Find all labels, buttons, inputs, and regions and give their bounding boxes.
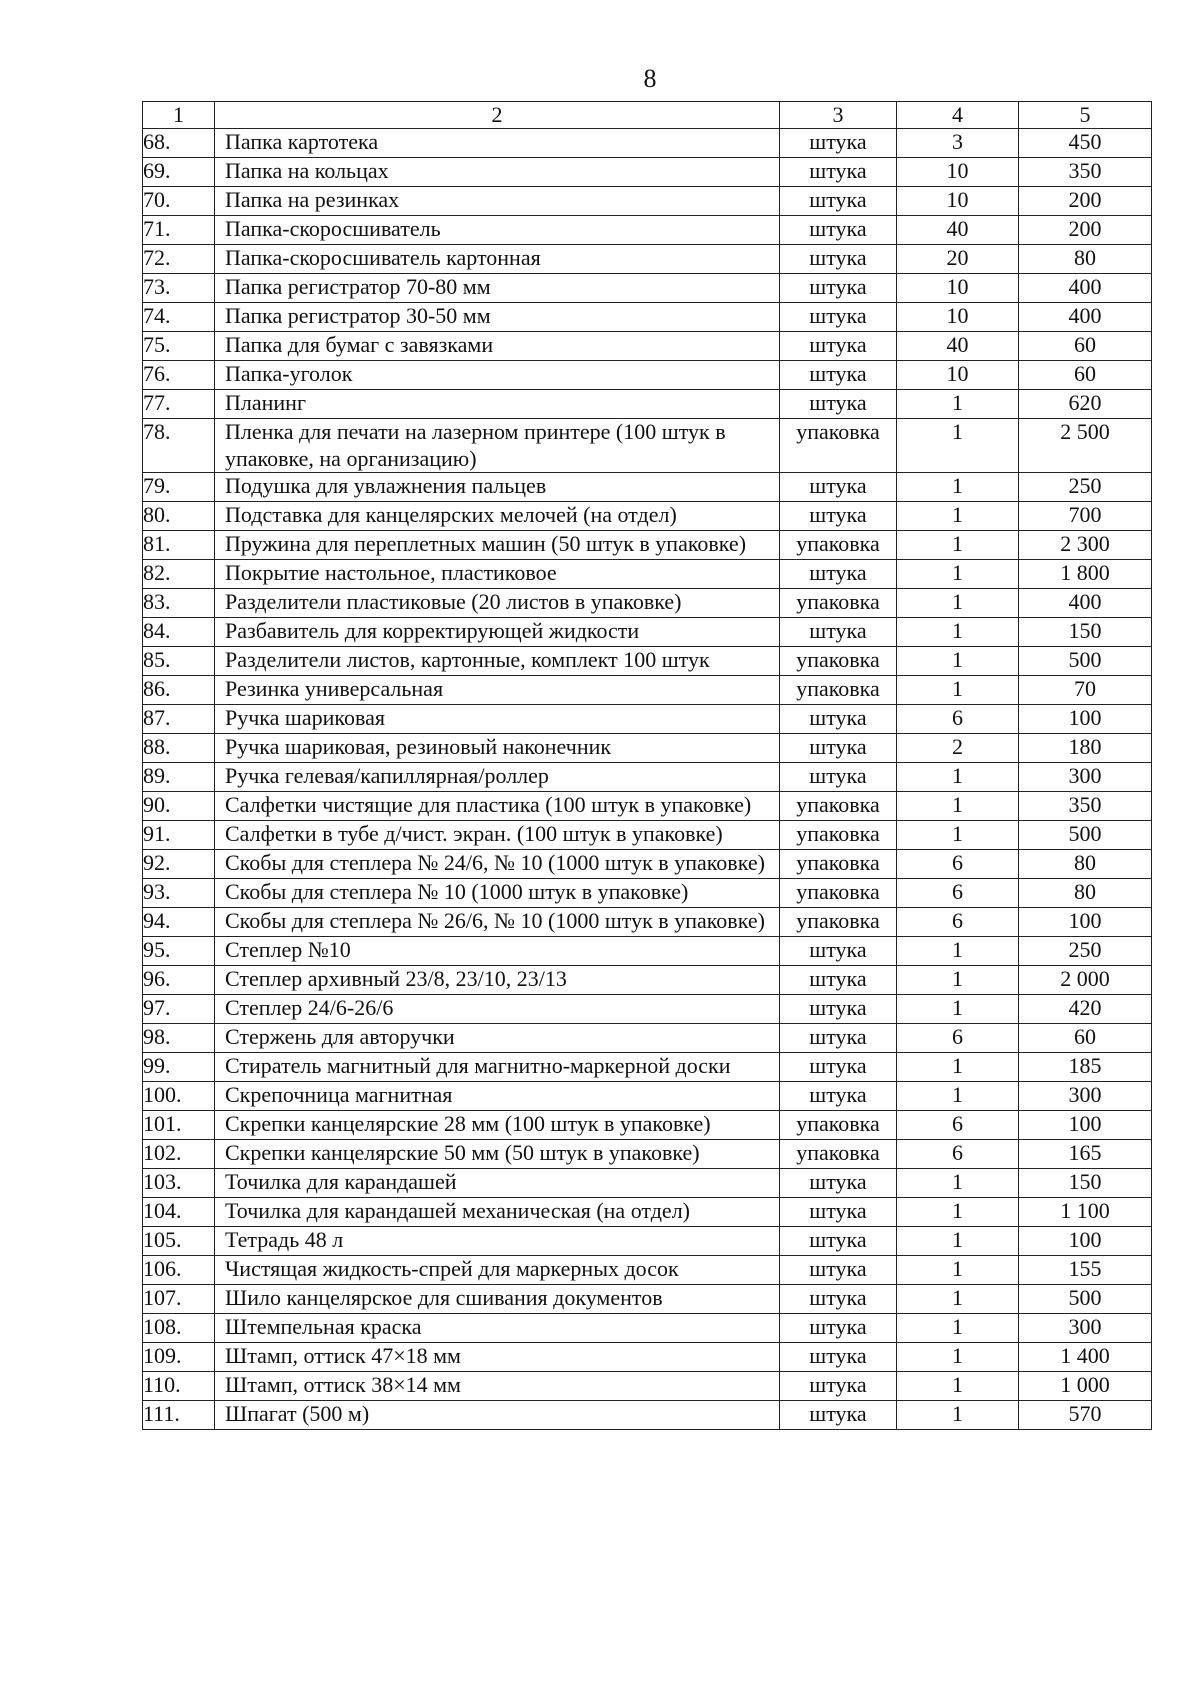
item-price: 500 bbox=[1019, 821, 1152, 850]
item-unit: штука bbox=[780, 332, 897, 361]
item-quantity: 3 bbox=[897, 129, 1019, 158]
table-row bbox=[143, 1198, 1152, 1227]
table-row bbox=[143, 705, 1152, 734]
item-quantity: 1 bbox=[897, 589, 1019, 618]
item-quantity: 40 bbox=[897, 216, 1019, 245]
table-row bbox=[143, 763, 1152, 792]
table-row bbox=[143, 1140, 1152, 1169]
item-unit: упаковка bbox=[780, 647, 897, 676]
table-row bbox=[143, 129, 1152, 158]
item-price: 165 bbox=[1019, 1140, 1152, 1169]
item-price: 400 bbox=[1019, 274, 1152, 303]
item-unit: штука bbox=[780, 1285, 897, 1314]
row-number: 108. bbox=[143, 1314, 215, 1343]
item-quantity: 10 bbox=[897, 303, 1019, 332]
row-number: 73. bbox=[143, 274, 215, 303]
item-price: 300 bbox=[1019, 1082, 1152, 1111]
table-row bbox=[143, 187, 1152, 216]
item-name: Стержень для авторучки bbox=[215, 1024, 780, 1053]
item-unit: штука bbox=[780, 1227, 897, 1256]
item-name: Салфетки в тубе д/чист. экран. (100 штук в упаковке) bbox=[215, 821, 780, 850]
row-number: 98. bbox=[143, 1024, 215, 1053]
item-quantity: 6 bbox=[897, 1140, 1019, 1169]
item-name: Скрепочница магнитная bbox=[215, 1082, 780, 1111]
table-row bbox=[143, 1024, 1152, 1053]
item-name: Папка-уголок bbox=[215, 361, 780, 390]
item-unit: штука bbox=[780, 560, 897, 589]
item-unit: штука bbox=[780, 705, 897, 734]
item-price: 700 bbox=[1019, 502, 1152, 531]
item-name: Штамп, оттиск 38×14 мм bbox=[215, 1372, 780, 1401]
row-number: 79. bbox=[143, 473, 215, 502]
table-row bbox=[143, 158, 1152, 187]
item-quantity: 1 bbox=[897, 821, 1019, 850]
item-quantity: 1 bbox=[897, 1401, 1019, 1430]
item-unit: упаковка bbox=[780, 1140, 897, 1169]
table-row bbox=[143, 502, 1152, 531]
row-number: 106. bbox=[143, 1256, 215, 1285]
item-price: 2 000 bbox=[1019, 966, 1152, 995]
item-price: 200 bbox=[1019, 216, 1152, 245]
item-name: Шпагат (500 м) bbox=[215, 1401, 780, 1430]
item-quantity: 1 bbox=[897, 966, 1019, 995]
item-quantity: 1 bbox=[897, 502, 1019, 531]
row-number: 69. bbox=[143, 158, 215, 187]
item-price: 60 bbox=[1019, 361, 1152, 390]
item-name: Тетрадь 48 л bbox=[215, 1227, 780, 1256]
item-price: 100 bbox=[1019, 908, 1152, 937]
item-quantity: 6 bbox=[897, 705, 1019, 734]
item-quantity: 6 bbox=[897, 1111, 1019, 1140]
item-price: 2 300 bbox=[1019, 531, 1152, 560]
item-quantity: 6 bbox=[897, 850, 1019, 879]
header-col-1: 1 bbox=[143, 102, 215, 129]
item-price: 420 bbox=[1019, 995, 1152, 1024]
item-price: 620 bbox=[1019, 390, 1152, 419]
item-quantity: 6 bbox=[897, 908, 1019, 937]
item-quantity: 1 bbox=[897, 1169, 1019, 1198]
table-row bbox=[143, 1314, 1152, 1343]
row-number: 94. bbox=[143, 908, 215, 937]
item-price: 1 400 bbox=[1019, 1343, 1152, 1372]
item-quantity: 10 bbox=[897, 274, 1019, 303]
table-row bbox=[143, 419, 1152, 473]
item-quantity: 1 bbox=[897, 995, 1019, 1024]
item-name: Степлер №10 bbox=[215, 937, 780, 966]
row-number: 78. bbox=[143, 419, 215, 473]
item-unit: штука bbox=[780, 734, 897, 763]
row-number: 68. bbox=[143, 129, 215, 158]
row-number: 71. bbox=[143, 216, 215, 245]
item-name: Скобы для степлера № 26/6, № 10 (1000 штук в упаковке) bbox=[215, 908, 780, 937]
item-quantity: 6 bbox=[897, 1024, 1019, 1053]
item-price: 570 bbox=[1019, 1401, 1152, 1430]
item-unit: штука bbox=[780, 1053, 897, 1082]
item-name: Ручка шариковая, резиновый наконечник bbox=[215, 734, 780, 763]
row-number: 77. bbox=[143, 390, 215, 419]
item-price: 250 bbox=[1019, 473, 1152, 502]
row-number: 88. bbox=[143, 734, 215, 763]
row-number: 93. bbox=[143, 879, 215, 908]
item-name: Разделители пластиковые (20 листов в упаковке) bbox=[215, 589, 780, 618]
item-unit: штука bbox=[780, 937, 897, 966]
item-name: Папка для бумаг с завязками bbox=[215, 332, 780, 361]
item-name: Штамп, оттиск 47×18 мм bbox=[215, 1343, 780, 1372]
item-name: Стиратель магнитный для магнитно-маркерной доски bbox=[215, 1053, 780, 1082]
item-unit: штука bbox=[780, 129, 897, 158]
table-row bbox=[143, 560, 1152, 589]
item-name: Разделители листов, картонные, комплект 100 штук bbox=[215, 647, 780, 676]
table-row bbox=[143, 473, 1152, 502]
item-unit: штука bbox=[780, 303, 897, 332]
row-number: 102. bbox=[143, 1140, 215, 1169]
item-unit: штука bbox=[780, 763, 897, 792]
item-quantity: 10 bbox=[897, 187, 1019, 216]
item-unit: штука bbox=[780, 1024, 897, 1053]
row-number: 95. bbox=[143, 937, 215, 966]
item-quantity: 1 bbox=[897, 1285, 1019, 1314]
item-unit: упаковка bbox=[780, 1111, 897, 1140]
item-unit: штука bbox=[780, 1314, 897, 1343]
row-number: 72. bbox=[143, 245, 215, 274]
table-row bbox=[143, 879, 1152, 908]
item-name: Папка регистратор 70-80 мм bbox=[215, 274, 780, 303]
item-name: Папка-скоросшиватель картонная bbox=[215, 245, 780, 274]
item-name: Пленка для печати на лазерном принтере (100 штук в упаковке, на организацию) bbox=[215, 419, 780, 473]
table-row bbox=[143, 792, 1152, 821]
table-body bbox=[143, 129, 1152, 1430]
table-row bbox=[143, 1256, 1152, 1285]
item-name: Степлер архивный 23/8, 23/10, 23/13 bbox=[215, 966, 780, 995]
item-name: Ручка шариковая bbox=[215, 705, 780, 734]
item-unit: упаковка bbox=[780, 821, 897, 850]
table-row bbox=[143, 1343, 1152, 1372]
row-number: 107. bbox=[143, 1285, 215, 1314]
item-name: Ручка гелевая/капиллярная/роллер bbox=[215, 763, 780, 792]
table-row bbox=[143, 1401, 1152, 1430]
item-name: Штемпельная краска bbox=[215, 1314, 780, 1343]
row-number: 81. bbox=[143, 531, 215, 560]
row-number: 85. bbox=[143, 647, 215, 676]
table-row bbox=[143, 908, 1152, 937]
item-quantity: 1 bbox=[897, 676, 1019, 705]
table-row bbox=[143, 274, 1152, 303]
table-row bbox=[143, 1082, 1152, 1111]
table-row bbox=[143, 303, 1152, 332]
table-row bbox=[143, 647, 1152, 676]
row-number: 103. bbox=[143, 1169, 215, 1198]
item-quantity: 40 bbox=[897, 332, 1019, 361]
item-name: Разбавитель для корректирующей жидкости bbox=[215, 618, 780, 647]
row-number: 92. bbox=[143, 850, 215, 879]
row-number: 105. bbox=[143, 1227, 215, 1256]
item-price: 300 bbox=[1019, 763, 1152, 792]
item-name: Степлер 24/6-26/6 bbox=[215, 995, 780, 1024]
item-unit: штука bbox=[780, 618, 897, 647]
item-price: 100 bbox=[1019, 705, 1152, 734]
item-name: Папка картотека bbox=[215, 129, 780, 158]
row-number: 89. bbox=[143, 763, 215, 792]
item-name: Папка регистратор 30-50 мм bbox=[215, 303, 780, 332]
row-number: 96. bbox=[143, 966, 215, 995]
item-price: 250 bbox=[1019, 937, 1152, 966]
table-row bbox=[143, 1053, 1152, 1082]
item-price: 400 bbox=[1019, 589, 1152, 618]
item-price: 500 bbox=[1019, 647, 1152, 676]
item-quantity: 1 bbox=[897, 618, 1019, 647]
table-row bbox=[143, 361, 1152, 390]
item-quantity: 20 bbox=[897, 245, 1019, 274]
item-name: Скобы для степлера № 24/6, № 10 (1000 штук в упаковке) bbox=[215, 850, 780, 879]
header-col-2: 2 bbox=[215, 102, 780, 129]
table-row bbox=[143, 1285, 1152, 1314]
item-quantity: 1 bbox=[897, 1053, 1019, 1082]
row-number: 75. bbox=[143, 332, 215, 361]
item-quantity: 1 bbox=[897, 390, 1019, 419]
item-name: Скрепки канцелярские 50 мм (50 штук в упаковке) bbox=[215, 1140, 780, 1169]
item-unit: штука bbox=[780, 1343, 897, 1372]
item-price: 180 bbox=[1019, 734, 1152, 763]
item-quantity: 1 bbox=[897, 531, 1019, 560]
table-row bbox=[143, 966, 1152, 995]
item-quantity: 10 bbox=[897, 158, 1019, 187]
table-row bbox=[143, 1227, 1152, 1256]
table-row bbox=[143, 995, 1152, 1024]
item-unit: штука bbox=[780, 1198, 897, 1227]
item-name: Подушка для увлажнения пальцев bbox=[215, 473, 780, 502]
item-price: 1 000 bbox=[1019, 1372, 1152, 1401]
table-header-row bbox=[143, 102, 1152, 129]
item-price: 80 bbox=[1019, 850, 1152, 879]
item-price: 70 bbox=[1019, 676, 1152, 705]
row-number: 70. bbox=[143, 187, 215, 216]
item-quantity: 1 bbox=[897, 1256, 1019, 1285]
row-number: 80. bbox=[143, 502, 215, 531]
item-name: Подставка для канцелярских мелочей (на отдел) bbox=[215, 502, 780, 531]
item-quantity: 1 bbox=[897, 792, 1019, 821]
item-name: Скобы для степлера № 10 (1000 штук в упаковке) bbox=[215, 879, 780, 908]
row-number: 90. bbox=[143, 792, 215, 821]
item-price: 450 bbox=[1019, 129, 1152, 158]
item-name: Пружина для переплетных машин (50 штук в упаковке) bbox=[215, 531, 780, 560]
row-number: 86. bbox=[143, 676, 215, 705]
item-quantity: 1 bbox=[897, 1227, 1019, 1256]
table-row bbox=[143, 850, 1152, 879]
item-name: Скрепки канцелярские 28 мм (100 штук в упаковке) bbox=[215, 1111, 780, 1140]
item-price: 100 bbox=[1019, 1111, 1152, 1140]
item-quantity: 10 bbox=[897, 361, 1019, 390]
row-number: 91. bbox=[143, 821, 215, 850]
row-number: 83. bbox=[143, 589, 215, 618]
item-unit: штука bbox=[780, 187, 897, 216]
item-price: 60 bbox=[1019, 1024, 1152, 1053]
item-price: 2 500 bbox=[1019, 419, 1152, 473]
row-number: 110. bbox=[143, 1372, 215, 1401]
item-name: Салфетки чистящие для пластика (100 штук в упаковке) bbox=[215, 792, 780, 821]
item-unit: штука bbox=[780, 274, 897, 303]
item-unit: штука bbox=[780, 1401, 897, 1430]
item-price: 150 bbox=[1019, 1169, 1152, 1198]
item-unit: упаковка bbox=[780, 419, 897, 473]
item-unit: штука bbox=[780, 216, 897, 245]
item-unit: штука bbox=[780, 502, 897, 531]
item-price: 500 bbox=[1019, 1285, 1152, 1314]
item-price: 80 bbox=[1019, 879, 1152, 908]
item-unit: упаковка bbox=[780, 792, 897, 821]
item-unit: упаковка bbox=[780, 908, 897, 937]
table-row bbox=[143, 1169, 1152, 1198]
item-name: Точилка для карандашей механическая (на отдел) bbox=[215, 1198, 780, 1227]
item-price: 350 bbox=[1019, 792, 1152, 821]
item-quantity: 6 bbox=[897, 879, 1019, 908]
item-price: 155 bbox=[1019, 1256, 1152, 1285]
item-unit: штука bbox=[780, 245, 897, 274]
item-unit: упаковка bbox=[780, 589, 897, 618]
supplies-table bbox=[142, 101, 1152, 1430]
item-name: Шило канцелярское для сшивания документов bbox=[215, 1285, 780, 1314]
row-number: 104. bbox=[143, 1198, 215, 1227]
table-row bbox=[143, 390, 1152, 419]
item-name: Резинка универсальная bbox=[215, 676, 780, 705]
item-unit: штука bbox=[780, 361, 897, 390]
row-number: 111. bbox=[143, 1401, 215, 1430]
page-number: 8 bbox=[643, 64, 657, 93]
item-quantity: 1 bbox=[897, 647, 1019, 676]
item-unit: штука bbox=[780, 473, 897, 502]
row-number: 76. bbox=[143, 361, 215, 390]
item-price: 80 bbox=[1019, 245, 1152, 274]
item-quantity: 1 bbox=[897, 937, 1019, 966]
item-unit: упаковка bbox=[780, 531, 897, 560]
item-price: 1 800 bbox=[1019, 560, 1152, 589]
item-unit: штука bbox=[780, 158, 897, 187]
table-row bbox=[143, 734, 1152, 763]
row-number: 101. bbox=[143, 1111, 215, 1140]
item-name: Покрытие настольное, пластиковое bbox=[215, 560, 780, 589]
item-name: Папка-скоросшиватель bbox=[215, 216, 780, 245]
item-quantity: 1 bbox=[897, 1198, 1019, 1227]
item-name: Папка на резинках bbox=[215, 187, 780, 216]
item-quantity: 2 bbox=[897, 734, 1019, 763]
item-price: 100 bbox=[1019, 1227, 1152, 1256]
row-number: 87. bbox=[143, 705, 215, 734]
supplies-table-container bbox=[142, 101, 1151, 1430]
table-row bbox=[143, 676, 1152, 705]
table-row bbox=[143, 1372, 1152, 1401]
item-unit: штука bbox=[780, 966, 897, 995]
item-price: 1 100 bbox=[1019, 1198, 1152, 1227]
table-row bbox=[143, 937, 1152, 966]
item-quantity: 1 bbox=[897, 560, 1019, 589]
row-number: 100. bbox=[143, 1082, 215, 1111]
table-row bbox=[143, 531, 1152, 560]
item-price: 400 bbox=[1019, 303, 1152, 332]
item-unit: упаковка bbox=[780, 879, 897, 908]
item-unit: упаковка bbox=[780, 676, 897, 705]
item-quantity: 1 bbox=[897, 1343, 1019, 1372]
table-row bbox=[143, 821, 1152, 850]
item-price: 300 bbox=[1019, 1314, 1152, 1343]
table-row bbox=[143, 332, 1152, 361]
row-number: 99. bbox=[143, 1053, 215, 1082]
item-price: 200 bbox=[1019, 187, 1152, 216]
table-row bbox=[143, 245, 1152, 274]
item-unit: упаковка bbox=[780, 850, 897, 879]
header-col-5: 5 bbox=[1019, 102, 1152, 129]
item-price: 350 bbox=[1019, 158, 1152, 187]
header-col-3: 3 bbox=[780, 102, 897, 129]
item-quantity: 1 bbox=[897, 763, 1019, 792]
item-price: 185 bbox=[1019, 1053, 1152, 1082]
item-unit: штука bbox=[780, 1372, 897, 1401]
header-col-4: 4 bbox=[897, 102, 1019, 129]
table-row bbox=[143, 1111, 1152, 1140]
table-row bbox=[143, 589, 1152, 618]
row-number: 109. bbox=[143, 1343, 215, 1372]
item-quantity: 1 bbox=[897, 473, 1019, 502]
item-unit: штука bbox=[780, 390, 897, 419]
item-quantity: 1 bbox=[897, 1082, 1019, 1111]
row-number: 97. bbox=[143, 995, 215, 1024]
item-unit: штука bbox=[780, 995, 897, 1024]
item-quantity: 1 bbox=[897, 1372, 1019, 1401]
row-number: 84. bbox=[143, 618, 215, 647]
item-name: Точилка для карандашей bbox=[215, 1169, 780, 1198]
item-unit: штука bbox=[780, 1082, 897, 1111]
row-number: 74. bbox=[143, 303, 215, 332]
table-row bbox=[143, 618, 1152, 647]
item-name: Папка на кольцах bbox=[215, 158, 780, 187]
item-unit: штука bbox=[780, 1256, 897, 1285]
item-price: 150 bbox=[1019, 618, 1152, 647]
item-name: Чистящая жидкость-спрей для маркерных досок bbox=[215, 1256, 780, 1285]
item-quantity: 1 bbox=[897, 419, 1019, 473]
table-row bbox=[143, 216, 1152, 245]
item-unit: штука bbox=[780, 1169, 897, 1198]
item-price: 60 bbox=[1019, 332, 1152, 361]
item-quantity: 1 bbox=[897, 1314, 1019, 1343]
item-name: Планинг bbox=[215, 390, 780, 419]
row-number: 82. bbox=[143, 560, 215, 589]
